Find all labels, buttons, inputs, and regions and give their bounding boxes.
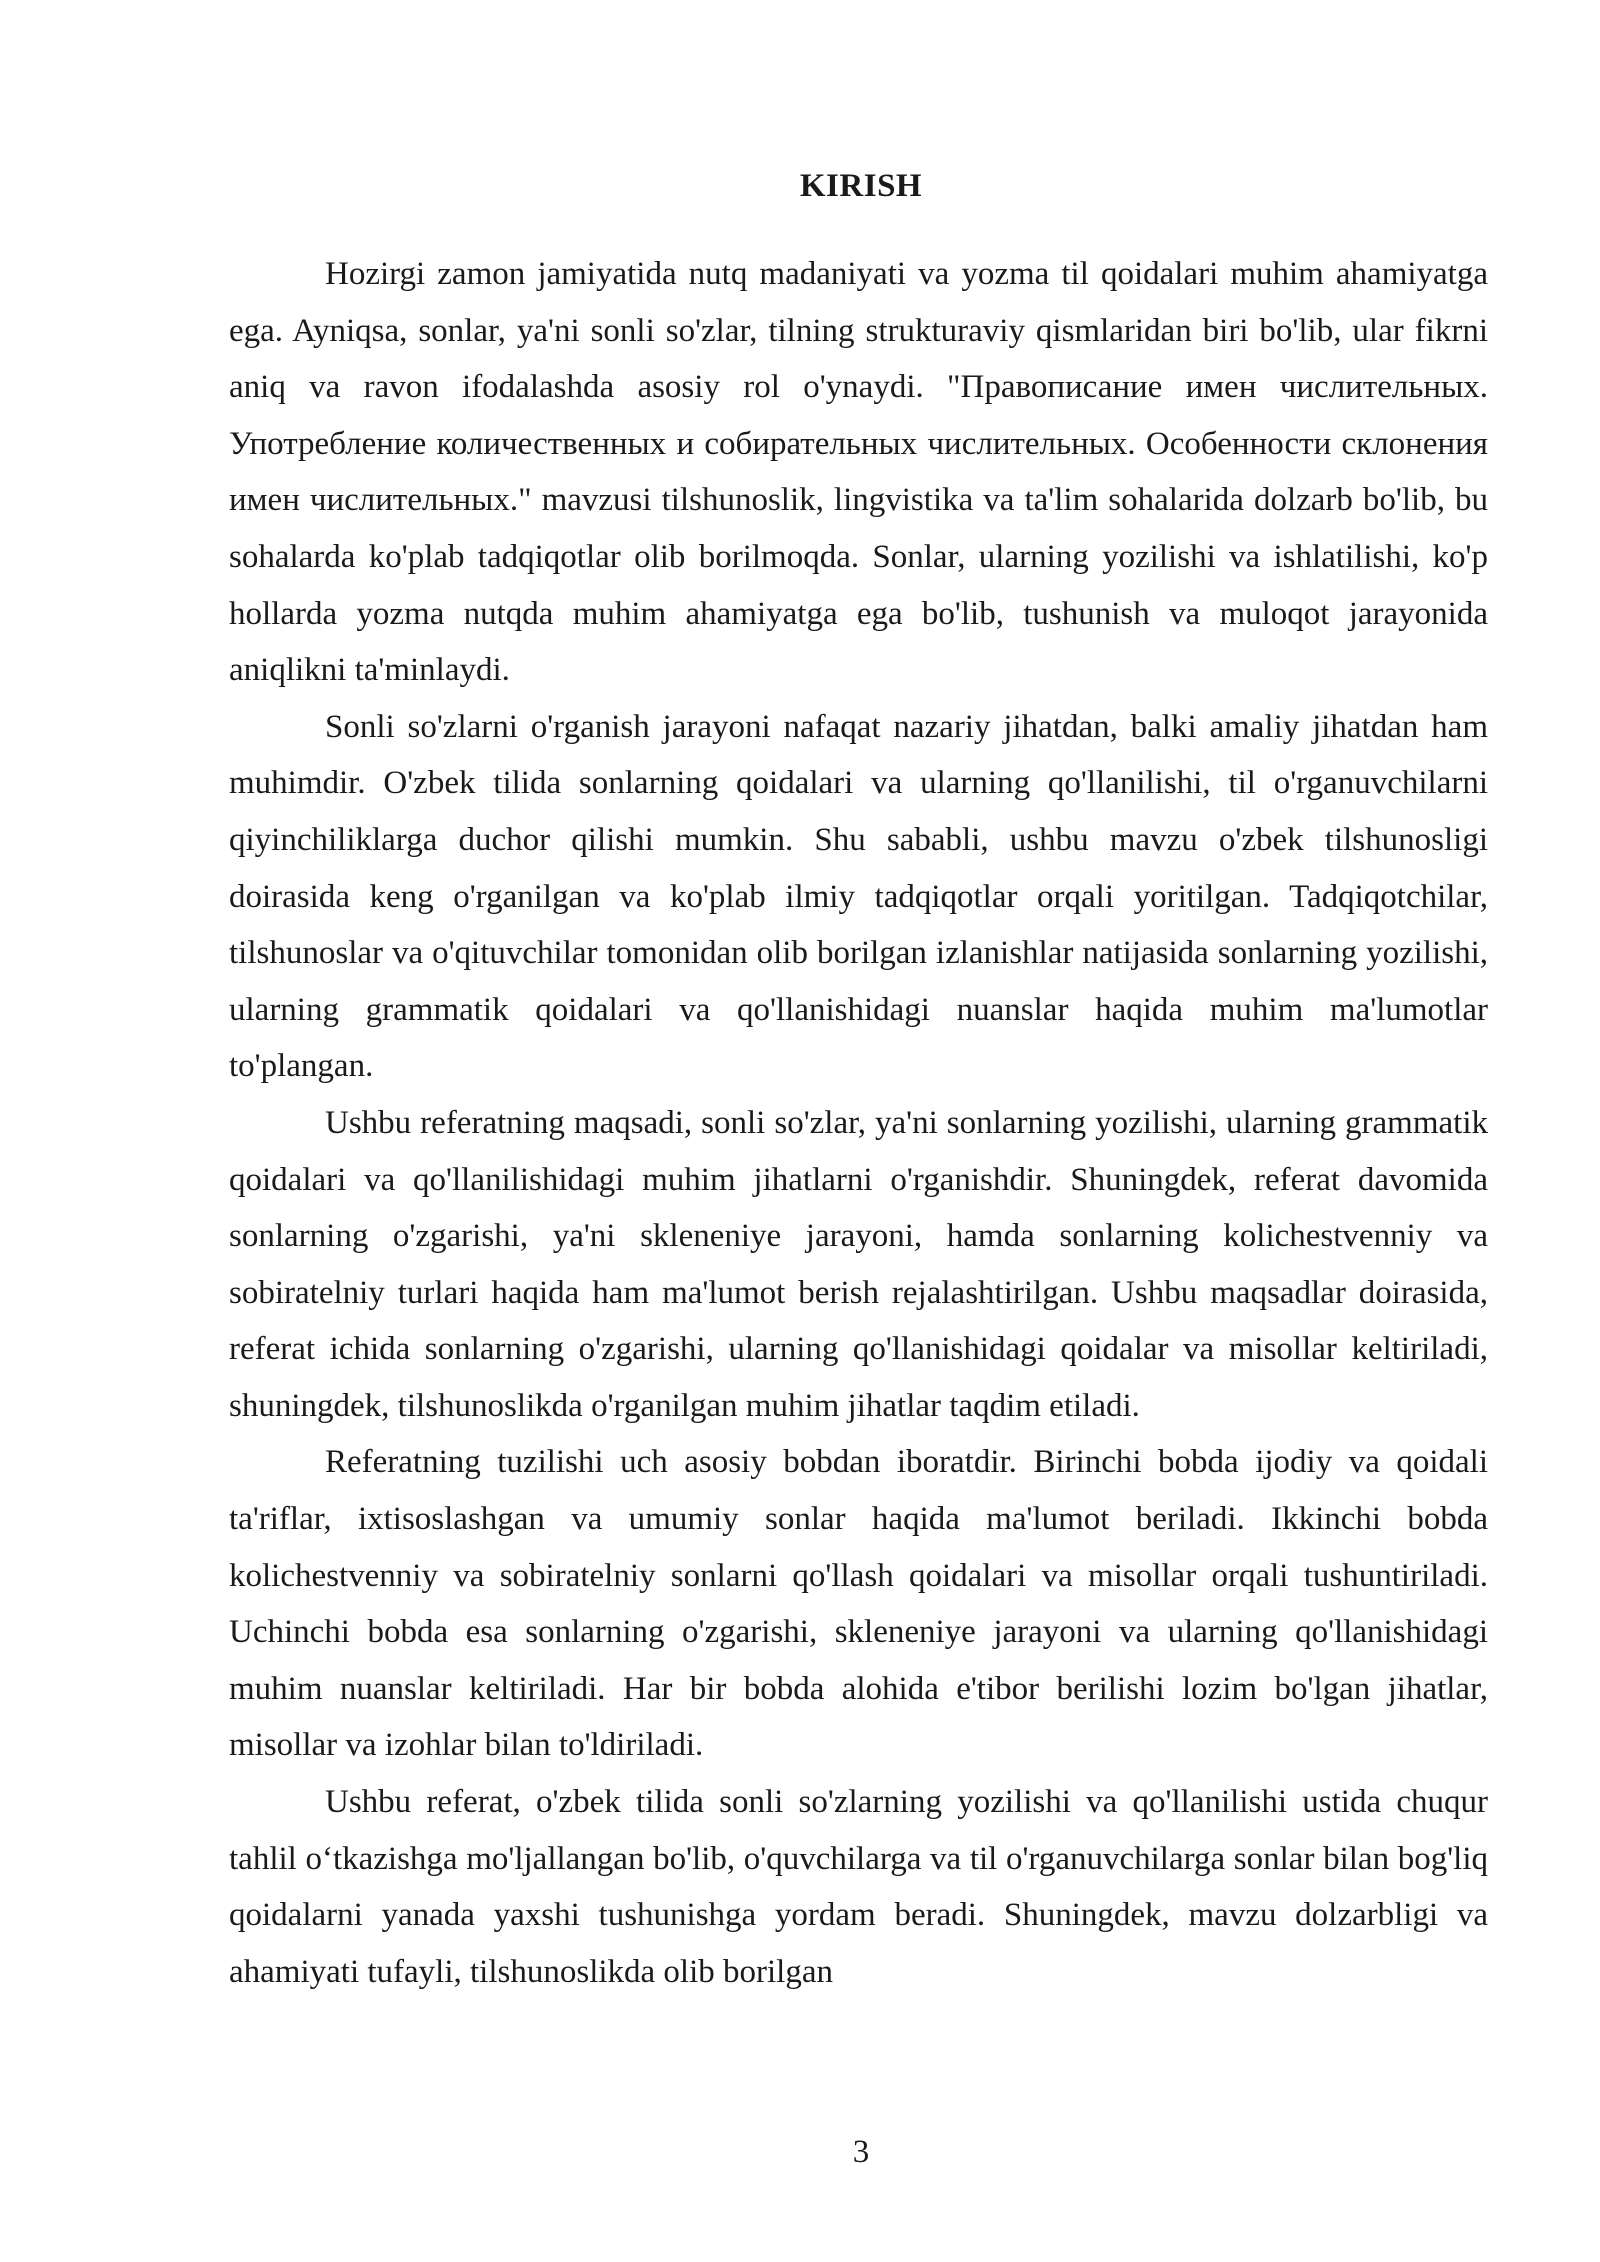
paragraph: Ushbu referat, o'zbek tilida sonli so'zlarning yozilishi va qo'llanilishi ustida chuqur tahlil o‘tkazishga mo'ljallangan bo'lib, o'quvchilarga va til o'rganuvchilarga sonlar bilan bog'liq qoidalarni yanada yaxshi tushunishga yordam beradi. Shuningdek, mavzu dolzarbligi va ahamiyati tufayli, tilshunoslikda olib borilgan (229, 1784, 1488, 1990)
body-text (229, 246, 1488, 2000)
paragraph: Ushbu referatning maqsadi, sonli so'zlar, ya'ni sonlarning yozilishi, ularning grammatik qoidalari va qo'llanilishidagi muhim jihatlarni o'rganishdir. Shuningdek, referat davomida sonlarning o'zgarishi, ya'ni skleneniye jarayoni, hamda sonlarning kolichestvenniy va sobiratelniy turlari haqida ham ma'lumot berish rejalashtirilgan. Ushbu maqsadlar doirasida, referat ichida sonlarning o'zgarishi, ularning qo'llanishidagi qoidalar va misollar keltiriladi, shuningdek, tilshunoslikda o'rganilgan muhim jihatlar taqdim etiladi. (229, 1104, 1488, 1424)
paragraph: Hozirgi zamon jamiyatida nutq madaniyati va yozma til qoidalari muhim ahamiyatga ega. Ayniqsa, sonlar, ya'ni sonli so'zlar, tilning strukturaviy qismlaridan biri bo'lib, ular fikrni aniq va ravon ifodalashda asosiy rol o'ynaydi. "Правописание имен числительных. Употребление количественных и собирательных числительных. Особенности склонения имен числительных." mavzusi tilshunoslik, lingvistika va ta'lim sohalarida dolzarb bo'lib, bu sohalarda ko'plab tadqiqotlar olib borilmoqda. Sonlar, ularning yozilishi va ishlatilishi, ko'p hollarda yozma nutqda muhim ahamiyatga ega bo'lib, tushunish va muloqot jarayonida aniqlikni ta'minlaydi. (229, 256, 1488, 689)
page-number: 3 (852, 2134, 870, 2170)
page-title: KIRISH (799, 168, 923, 204)
paragraph: Sonli so'zlarni o'rganish jarayoni nafaqat nazariy jihatdan, balki amaliy jihatdan ham muhimdir. O'zbek tilida sonlarning qoidalari va ularning qo'llanilishi, til o'rganuvchilarni qiyinchiliklarga duchor qilishi mumkin. Shu sababli, ushbu mavzu o'zbek tilshunosligi doirasida keng o'rganilgan va ko'plab ilmiy tadqiqotlar orqali yoritilgan. Tadqiqotchilar, tilshunoslar va o'qituvchilar tomonidan olib borilgan izlanishlar natijasida sonlarning yozilishi, ularning grammatik qoidalari va qo'llanishidagi nuanslar haqida muhim ma'lumotlar to'plangan. (229, 708, 1488, 1085)
paragraph: Referatning tuzilishi uch asosiy bobdan iboratdir. Birinchi bobda ijodiy va qoidali ta'riflar, ixtisoslashgan va umumiy sonlar haqida ma'lumot beriladi. Ikkinchi bobda kolichestvenniy va sobiratelniy sonlarni qo'llash qoidalari va misollar orqali tushuntiriladi. Uchinchi bobda esa sonlarning o'zgarishi, skleneniye jarayoni va ularning qo'llanishidagi muhim nuanslar keltiriladi. Har bir bobda alohida e'tibor berilishi lozim bo'lgan jihatlar, misollar va izohlar bilan to'ldiriladi. (229, 1444, 1488, 1764)
